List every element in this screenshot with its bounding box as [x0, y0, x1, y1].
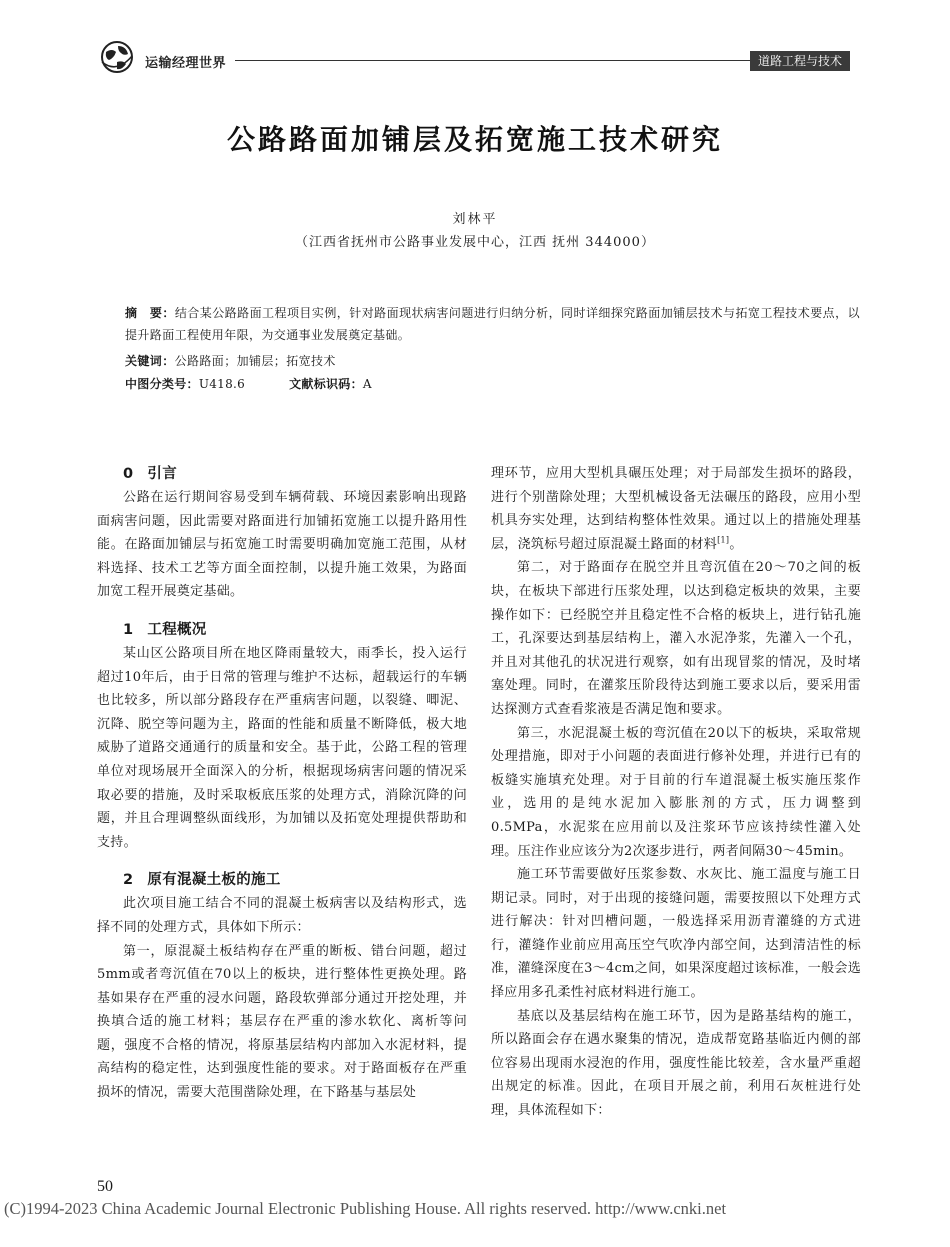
- paragraph: 某山区公路项目所在地区降雨量较大，雨季长，投入运行超过10年后，由于日常的管理与维护不达标，超载运行的车辆也比较多，所以部分路段存在严重病害问题，以裂缝、唧泥、沉降、脱空等问题为主，路面的性能和质量不断降低，极大地威胁了道路交通通行的质量和安全。基于此，公路工程的管理单位对现场展开全面深入的分析，根据现场病害问题的情况采取必要的措施，及时采取板底压浆的处理方式，消除沉降的问题，并且合理调整纵面线形，为加铺以及拓宽处理提供帮助和支持。: [97, 645, 467, 850]
- paragraph: 第一，原混凝土板结构存在严重的断板、错台问题，超过5mm或者弯沉值在70以上的板块，进行整体性更换处理。路基如果存在严重的浸水问题，路段软弹部分通过开挖处理，并换填合适的施工材料；基层存在严重的渗水软化、离析等问题，强度不合格的情况，将原基层结构内部加入水泥材料，提高结构的稳定性，达到强度性能的要求。对于路面板存在严重损坏的情况，需要大范围凿除处理，在下路基与基层处: [97, 943, 467, 1101]
- section-heading-2: 2 原有混凝土板的施工: [123, 872, 281, 889]
- section-tag: 道路工程与技术: [750, 51, 850, 71]
- article-title: 公路路面加铺层及拓宽施工技术研究: [226, 123, 723, 156]
- header-rule: [235, 60, 750, 61]
- clc-code: U418.6: [198, 377, 246, 391]
- journal-name: 运输经理世界: [145, 56, 227, 71]
- paragraph: 施工环节需要做好压浆参数、水灰比、施工温度与施工日期记录。同时，对于出现的接缝问题，需要按照以下处理方式进行解决：针对凹槽问题，一般选择采用沥青灌缝的方式进行，灌缝作业前应用高压空气吹净内部空间，达到清洁性的标准，灌缝深度在3～4cm之间，如果深度超过该标准，一般会选择应用多孔柔性衬底材料进行施工。: [491, 867, 861, 1001]
- author: 刘林平: [452, 212, 498, 227]
- doc-code-label: 文献标识码：: [289, 377, 363, 391]
- paragraph: 公路在运行期间容易受到车辆荷载、环境因素影响出现路面病害问题，因此需要对路面进行加铺拓宽施工以提升路用性能。在路面加铺层与拓宽施工时需要明确加宽施工范围，从材料选择、技术工艺等方面全面控制，以提升施工效果，为路面加宽工程开展奠定基础。: [97, 490, 467, 600]
- abstract: [125, 302, 860, 346]
- page-header: [0, 0, 950, 80]
- globe-logo-icon: [100, 40, 134, 74]
- abstract-text: 结合某公路路面工程项目实例，针对路面现状病害问题进行归纳分析，同时详细探究路面加铺层技术与拓宽工程技术要点，以提升路面工程使用年限，为交通事业发展奠定基础。: [125, 306, 860, 342]
- keywords: [125, 350, 336, 372]
- paragraph: 此次项目施工结合不同的混凝土板病害以及结构形式，选择不同的处理方式，具体如下所示：: [97, 896, 467, 935]
- right-column: [491, 462, 861, 1123]
- paragraph: 理环节，应用大型机具碾压处理；对于局部发生损坏的路段，进行个别凿除处理；大型机械设备无法碾压的路段，应用小型机具夯实处理，达到结构整体性效果。通过以上的措施处理基层，浇筑标号超过原混凝土路面的材料[1]。: [491, 466, 861, 552]
- citation-ref: [1]: [717, 535, 730, 545]
- doc-code: A: [362, 377, 372, 391]
- keywords-text: 公路路面；加铺层；拓宽技术: [174, 354, 336, 368]
- left-column: [97, 462, 467, 1105]
- section-heading-1: 1 工程概况: [123, 621, 207, 638]
- abstract-label: 摘 要：: [125, 306, 175, 320]
- affiliation: （江西省抚州市公路事业发展中心，江西 抚州 344000）: [295, 235, 655, 250]
- paragraph: 第三，水泥混凝土板的弯沉值在20以下的板块，采取常规处理措施，即对于小问题的表面进行修补处理，并进行已有的板缝实施填充处理。对于目前的行车道混凝土板实施压浆作业，选用的是纯水泥加入膨胀剂的方式，压力调整到0.5MPa，水泥浆在应用前以及注浆环节应该持续性灌入处理。压注作业应该分为2次逐步进行，两者间隔30～45min。: [491, 725, 861, 859]
- copyright-footer: (C)1994-2023 China Academic Journal Electronic Publishing House. All rights reserved. http://www.cnki.net: [4, 1199, 727, 1218]
- classification: [125, 373, 372, 395]
- keywords-label: 关键词：: [125, 354, 175, 368]
- paragraph: 基底以及基层结构在施工环节，因为是路基结构的施工，所以路面会存在遇水聚集的情况，造成帮宽路基临近内侧的部位容易出现雨水浸泡的作用，强度性能比较差，含水量严重超出规定的标准。因此，在项目开展之前，利用石灰桩进行处理，具体流程如下：: [491, 1008, 861, 1119]
- section-heading-0: 0 引言: [123, 466, 177, 482]
- clc-label: 中图分类号：: [125, 377, 199, 391]
- page-number: 50: [97, 1178, 113, 1195]
- paragraph: 第二，对于路面存在脱空并且弯沉值在20～70之间的板块，在板块下部进行压浆处理，以达到稳定板块的效果，主要操作如下：已经脱空并且稳定性不合格的板块上，进行钻孔施工，孔深要达到基层结构上，灌入水泥净浆，先灌入一个孔，并且对其他孔的状况进行观察，如有出现冒浆的情况，及时堵塞处理。同时，在灌浆压阶段待达到施工要求以后，要采用雷达探测方式查看浆液是否满足饱和要求。: [491, 560, 861, 717]
